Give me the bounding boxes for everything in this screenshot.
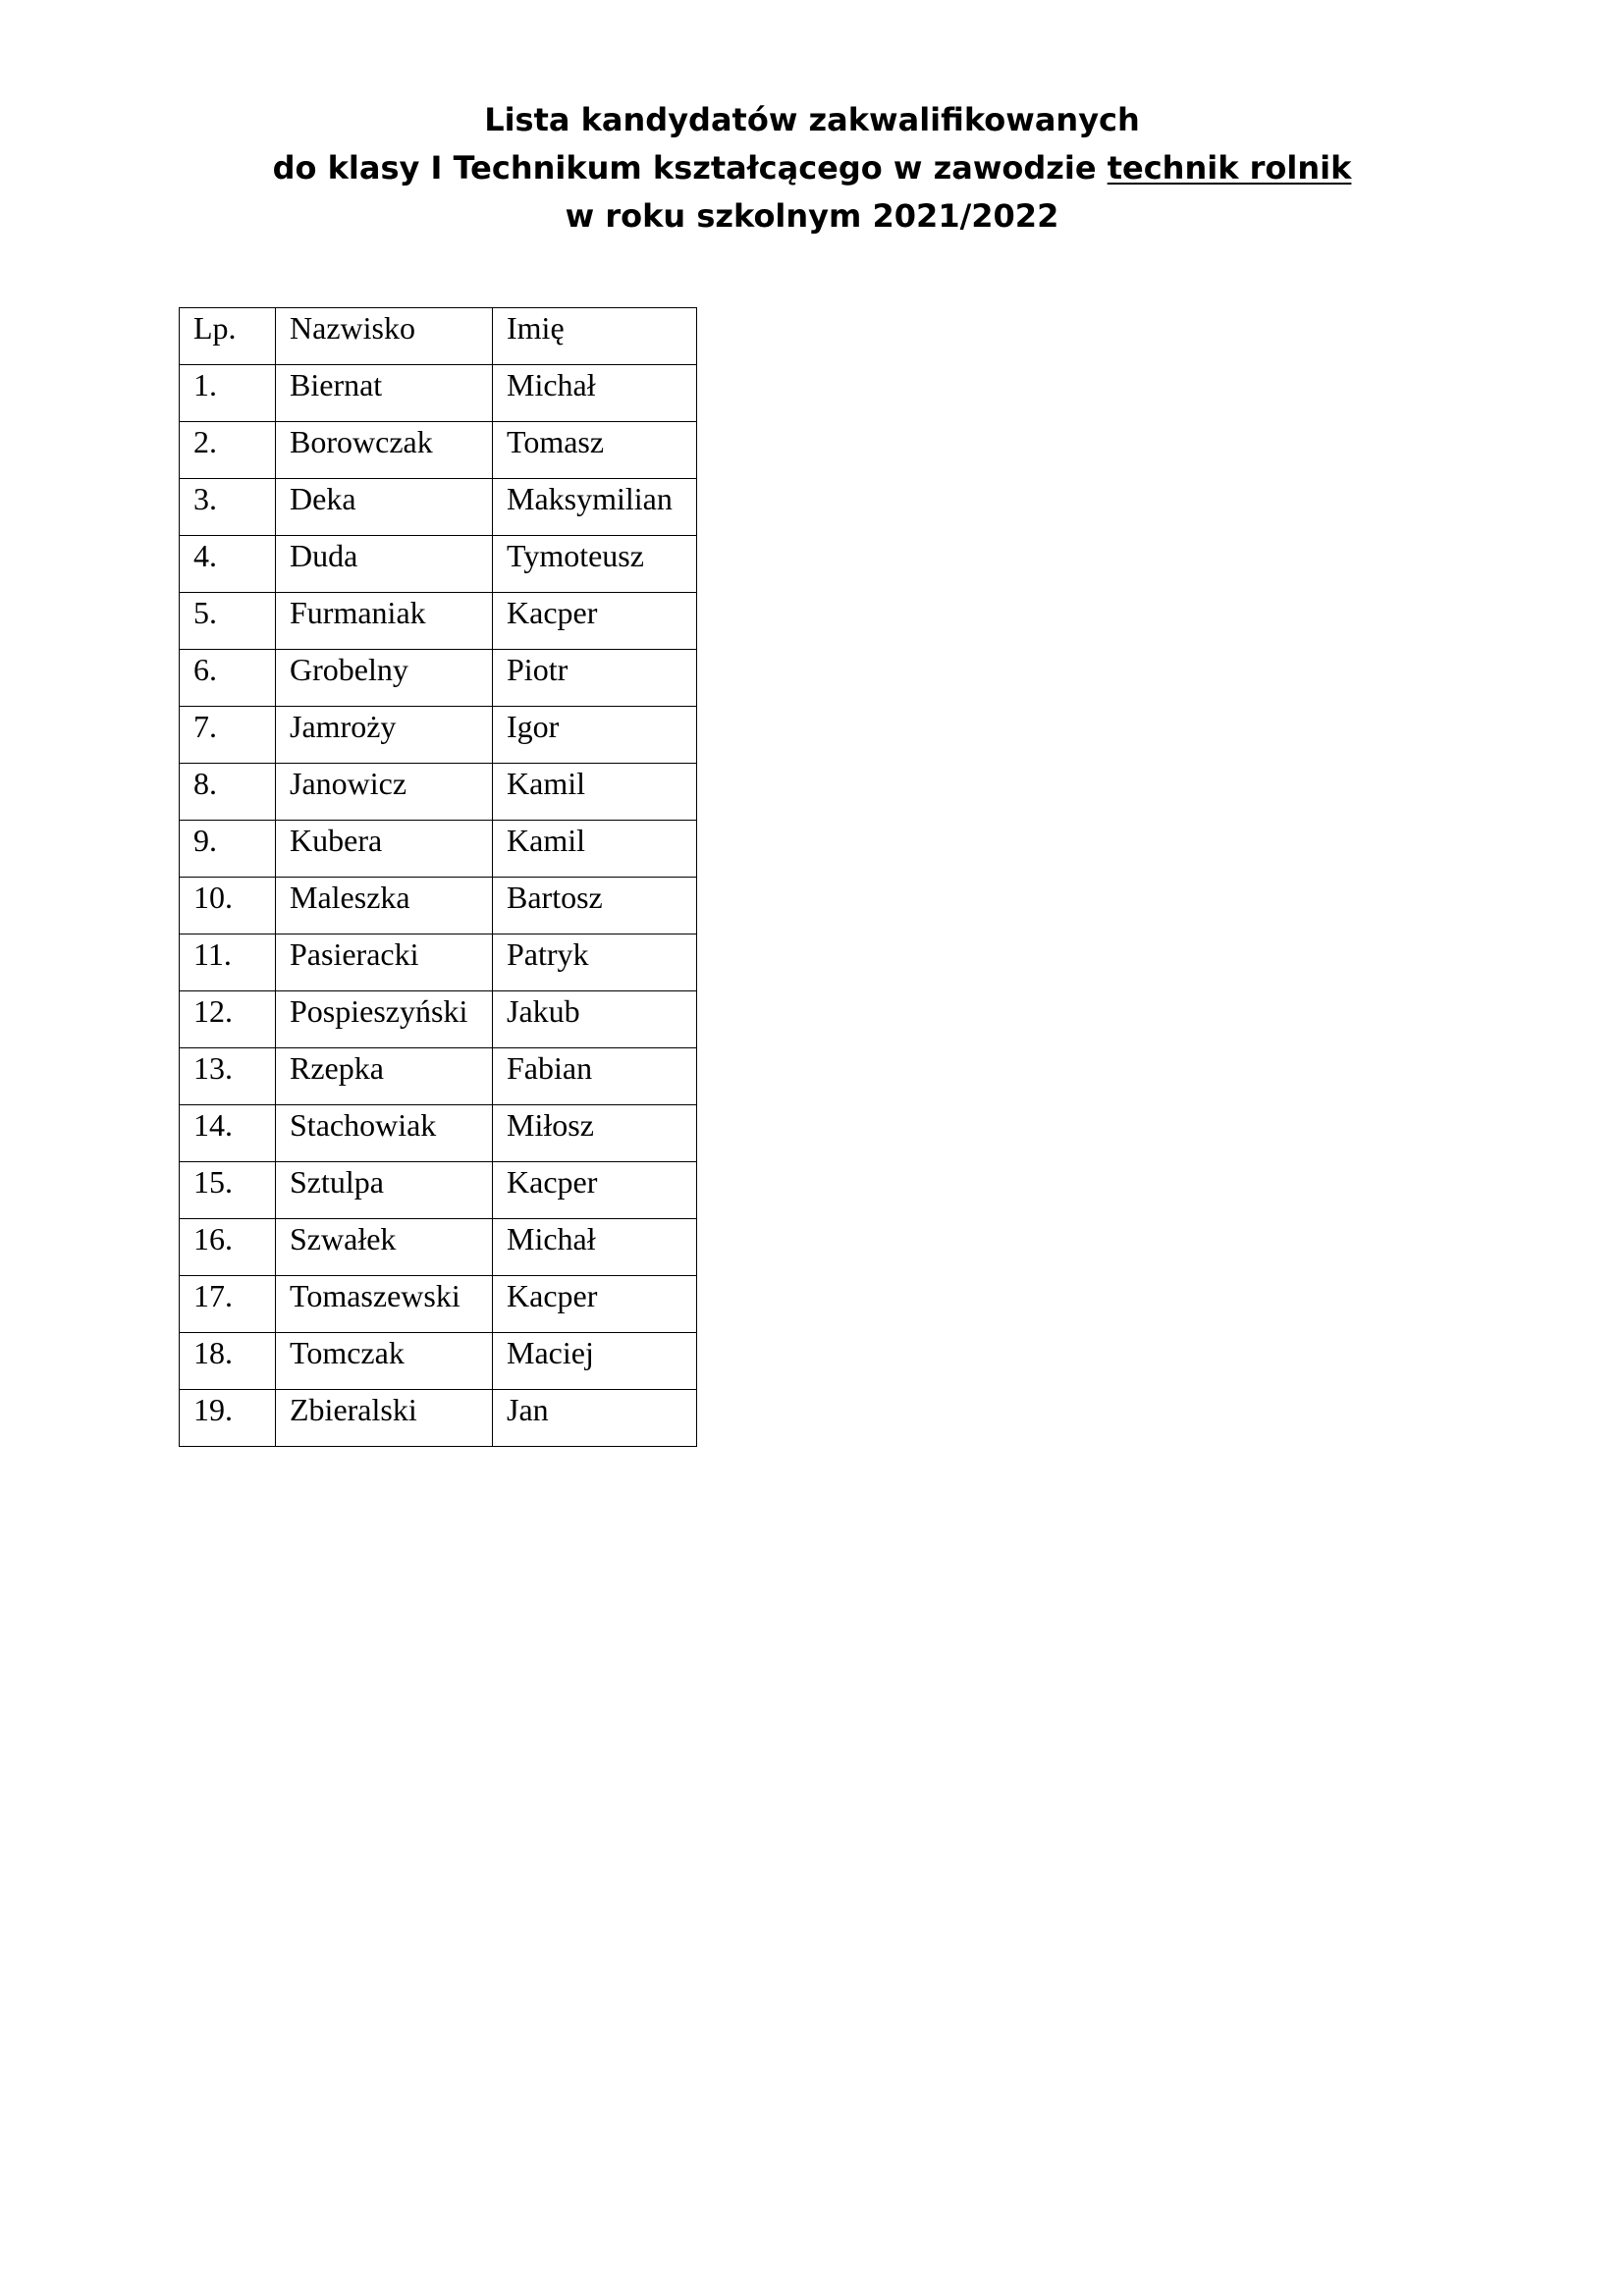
table-row xyxy=(180,1162,697,1219)
table-row xyxy=(180,1276,697,1333)
cell-lp: 1. xyxy=(180,365,276,422)
cell-imie: Bartosz xyxy=(493,878,697,934)
cell-lp: 16. xyxy=(180,1219,276,1276)
cell-lp: 3. xyxy=(180,479,276,536)
cell-nazwisko: Deka xyxy=(276,479,493,536)
cell-lp: 11. xyxy=(180,934,276,991)
cell-lp: 2. xyxy=(180,422,276,479)
table-row xyxy=(180,764,697,821)
title-line-2 xyxy=(0,144,1624,192)
table-row xyxy=(180,991,697,1048)
cell-nazwisko: Biernat xyxy=(276,365,493,422)
cell-imie: Maksymilian xyxy=(493,479,697,536)
cell-nazwisko: Kubera xyxy=(276,821,493,878)
table-row xyxy=(180,1333,697,1390)
candidates-table-body xyxy=(180,308,697,1447)
cell-nazwisko: Grobelny xyxy=(276,650,493,707)
table-row xyxy=(180,878,697,934)
table-row xyxy=(180,1048,697,1105)
cell-nazwisko: Tomaszewski xyxy=(276,1276,493,1333)
table-row xyxy=(180,1219,697,1276)
cell-imie: Kacper xyxy=(493,593,697,650)
header-nazwisko: Nazwisko xyxy=(276,308,493,365)
cell-lp: 9. xyxy=(180,821,276,878)
cell-nazwisko: Maleszka xyxy=(276,878,493,934)
cell-imie: Kacper xyxy=(493,1276,697,1333)
cell-lp: 7. xyxy=(180,707,276,764)
cell-nazwisko: Pasieracki xyxy=(276,934,493,991)
cell-imie: Kamil xyxy=(493,821,697,878)
cell-imie: Igor xyxy=(493,707,697,764)
table-row xyxy=(180,479,697,536)
cell-lp: 15. xyxy=(180,1162,276,1219)
table-header-row xyxy=(180,308,697,365)
header-lp: Lp. xyxy=(180,308,276,365)
cell-nazwisko: Borowczak xyxy=(276,422,493,479)
cell-lp: 6. xyxy=(180,650,276,707)
cell-lp: 8. xyxy=(180,764,276,821)
table-row xyxy=(180,934,697,991)
cell-imie: Tomasz xyxy=(493,422,697,479)
table-row xyxy=(180,422,697,479)
cell-imie: Miłosz xyxy=(493,1105,697,1162)
cell-imie: Fabian xyxy=(493,1048,697,1105)
candidates-table xyxy=(179,307,697,1447)
table-row xyxy=(180,650,697,707)
cell-imie: Jakub xyxy=(493,991,697,1048)
table-row xyxy=(180,1105,697,1162)
cell-nazwisko: Rzepka xyxy=(276,1048,493,1105)
cell-imie: Jan xyxy=(493,1390,697,1447)
cell-lp: 13. xyxy=(180,1048,276,1105)
cell-imie: Michał xyxy=(493,365,697,422)
cell-nazwisko: Sztulpa xyxy=(276,1162,493,1219)
cell-nazwisko: Furmaniak xyxy=(276,593,493,650)
cell-lp: 17. xyxy=(180,1276,276,1333)
cell-imie: Patryk xyxy=(493,934,697,991)
cell-nazwisko: Szwałek xyxy=(276,1219,493,1276)
table-row xyxy=(180,707,697,764)
title-line-2-prefix: do klasy I Technikum kształcącego w zawodzie xyxy=(272,149,1108,187)
document-title xyxy=(0,96,1624,240)
table-row xyxy=(180,536,697,593)
cell-lp: 12. xyxy=(180,991,276,1048)
cell-imie: Maciej xyxy=(493,1333,697,1390)
table-row xyxy=(180,593,697,650)
cell-imie: Kacper xyxy=(493,1162,697,1219)
title-line-3: w roku szkolnym 2021/2022 xyxy=(565,197,1059,235)
cell-nazwisko: Pospieszyński xyxy=(276,991,493,1048)
cell-nazwisko: Jamroży xyxy=(276,707,493,764)
cell-imie: Kamil xyxy=(493,764,697,821)
header-imie: Imię xyxy=(493,308,697,365)
cell-lp: 4. xyxy=(180,536,276,593)
cell-lp: 19. xyxy=(180,1390,276,1447)
cell-nazwisko: Duda xyxy=(276,536,493,593)
cell-lp: 18. xyxy=(180,1333,276,1390)
title-line-1: Lista kandydatów zakwalifikowanych xyxy=(484,101,1140,138)
cell-lp: 5. xyxy=(180,593,276,650)
table-row xyxy=(180,365,697,422)
cell-imie: Tymoteusz xyxy=(493,536,697,593)
profession-name: technik rolnik xyxy=(1107,149,1352,187)
cell-lp: 14. xyxy=(180,1105,276,1162)
table-row xyxy=(180,1390,697,1447)
cell-nazwisko: Janowicz xyxy=(276,764,493,821)
cell-nazwisko: Stachowiak xyxy=(276,1105,493,1162)
cell-nazwisko: Tomczak xyxy=(276,1333,493,1390)
cell-lp: 10. xyxy=(180,878,276,934)
cell-nazwisko: Zbieralski xyxy=(276,1390,493,1447)
cell-imie: Michał xyxy=(493,1219,697,1276)
cell-imie: Piotr xyxy=(493,650,697,707)
table-row xyxy=(180,821,697,878)
